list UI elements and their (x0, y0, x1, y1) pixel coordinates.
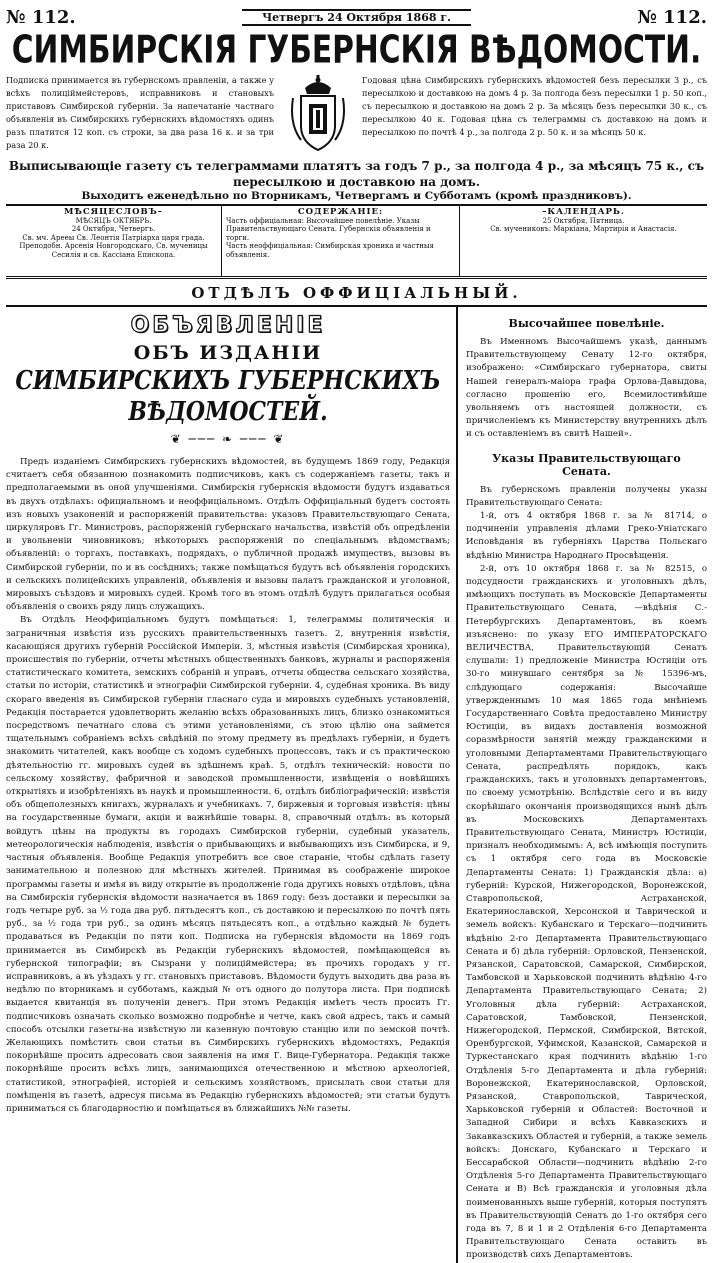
announcement-heading (6, 313, 450, 428)
announcement-paragraph-2: Въ Отдѣлъ Неоффиціальномъ будутъ помѣщаться: 1, телеграммы политическія и заграничныя извѣстія изъ русскихъ правительственныхъ газетъ. 2, внутреннія извѣстія, касающіяся другихъ губерній Россійской Имперіи. 3, мѣстныя извѣстія (Симбирская хроника), происшествія по губерніи, отчеты мѣстныхъ общественныхъ банковъ, журналы и распоряженія статистическаго комитета, земскихъ собраній и управъ, отчеты общества сельскаго хозяйства, статьи по исторіи, статистикѣ и этнографіи Симбирской губерніи. 4, судебная хроника. Въ виду скораго введенія въ Симбирской губерніи гласнаго суда и мировыхъ судебныхъ установленій, Редакція постарается удовлетворить желанію всѣхъ образованныхъ лицъ, близко ознакомиться посредствомъ печатнаго слова съ этими установленіями, съ этою цѣлію она займется тщательнымъ собраніемъ всѣхъ свѣдѣній по этому предмету въ предѣлахъ губерніи, и будетъ знакомить читателей, какъ вообще съ ходомъ судебныхъ процессовъ, такъ и съ практическою дѣятельностію гг. мировыхъ судей въ здѣшнемъ краѣ. 5, отдѣлъ техническій: новости по сельскому хозяйству, фабричной и заводской промышленности, извѣщенія о новѣйшихъ открытіяхъ и изобрѣтеніяхъ въ наукѣ и промышленности. 6, отдѣлъ библіографическій: извѣстія объ общеполезныхъ книгахъ, журналахъ и учебникахъ. 7, биржевыя и торговыя извѣстія: цѣны на государственные бумаги, акціи и важнѣйшіе товары. 8, справочный отдѣлъ: въ который войдутъ цѣны на продукты въ городахъ Симбирской губерніи, судебный указатель, метеорологическія наблюденія, извѣстія о прибывающихъ и выбывающихъ изъ Симбирска, и 9, частныя объявленія. Вообще Редакція употребитъ все свое стараніе, чтобы сдѣлать газету занимательною и полезною для мѣстныхъ жителей. Принимая въ соображеніе широкое программы газеты и имѣя въ виду открытіе въ продолженіе года другихъ новыхъ отдѣловъ, цѣна на Симбирскія губернскія вѣдомости назначается въ 1869 году: безъ доставки и пересылки за годъ четыре руб. за ½ года два руб. пятьдесятъ коп., съ доставкою и пересылкою по почтѣ пять руб., за ½ года три руб., за одинъ мѣсяцъ пятьдесятъ коп., а отдѣльно каждый № будетъ продаваться въ Редакціи по пяти коп. Подписка на губернскія вѣдомости на 1869 годъ принимается въ Симбирскѣ въ Редакціи губернскихъ вѣдомостей, помѣщающейся въ губернской типографіи; въ Сызрани у полиціймейстера; въ прочихъ городахъ у гг. исправниковъ, а въ уѣздахъ у гг. становыхъ приставовъ. Вѣдомости будутъ выходить два раза въ недѣлю по вторникамъ и субботамъ, каждый № отъ одного до полутора листа. При подпискѣ выдается квитанція въ полученіи денегъ. При этомъ Редакція имѣетъ честь просить Гг. подписчиковъ означать сколько возможно подробнѣе и четче, какъ свой адресъ, такъ и самый способъ отсылки газеты-на извѣстную ли казенную почтовую станцію или по земской почтѣ. Желающихъ помѣстить свои статьи въ Симбирскихъ губернскихъ вѣдомостяхъ, Редакція покорнѣйше просить адресовать свои заявленія на имя Г. Вице-Губернатора. Редакція также покорнѣйше просить всѣхъ лицъ, занимающихся отечественною и мѣстною археологіей, статистикой, этнографіей, исторіей и сельскимъ хозяйствомъ, присылать свои статьи для помѣщенія въ газетѣ, адресуя письма въ Редакцію губернскихъ вѣдомостей; эти статьи будутъ приниматься съ благодарностію и помѣщаться въ ближайшихъ №№ газеты. (6, 615, 450, 1114)
calendar-box-2 (460, 206, 707, 276)
announcement-paragraph-1: Предъ изданіемъ Симбирскихъ губернскихъ вѣдомостей, въ будущемъ 1869 году, Редакція считаетъ себя обязанною познакомить подписчиковъ, какъ съ содержаніемъ газеты, такъ и предполагаемыми въ оной улучшеніями. Симбирскія губернскія вѣдомости будутъ издаваться въ двухъ отдѣлахъ: официальномъ и неоффиціальномъ. Отдѣлъ Оффиціальный будетъ состоять изъ новыхъ узаконеній и распоряженій правительства: указовъ Правительствующаго Сената, циркуляровъ Гг. Министровъ, распоряженій губернскаго начальства, извѣстій объ опредѣленіи и увольненіи чиновниковъ; нѣкоторыхъ распоряженій по спеціальнымъ вѣдомствамъ; объявленій: о торгахъ, поставкахъ, подрядахъ, о публичной продажѣ имуществъ, вызовы въ Симбирской губерніи, по и въ сосѣднихъ; также помѣщаться будутъ всѣ объявленія городскихъ и сельскихъ полицейскихъ управленій, объявленія и вызовы палатъ гражданской и уголовной, мировыхъ съѣздовъ и мировыхъ судей. Кромѣ того въ этомъ отдѣлѣ будутъ прилагаться особыя объявленія о своихъ ряду лицъ служащихъ. (6, 457, 450, 613)
coat-of-arms-icon (280, 74, 356, 154)
senate-decrees-heading: Указы Правительствующаго Сената. (492, 451, 681, 478)
right-column (458, 307, 707, 1263)
header-notices (6, 74, 707, 154)
section-title: ОТДѢЛЪ ОФФИЦІАЛЬНЫЙ. (191, 284, 522, 302)
left-column (6, 307, 458, 1263)
top-line (6, 6, 707, 28)
senate-intro: Въ губернскомъ правленіи получены указы Правительствующаго Сената: (466, 484, 707, 508)
contents-box (222, 206, 460, 276)
contents-official: Часть оффиціальная: Высочайшее повелѣніе. Указы Правительствующаго Сената. Губернскія объявленія и торги. (226, 216, 431, 242)
imperial-order-text: Въ Именномъ Высочайшемъ указѣ, даннымъ Правительствующему Сенату 12-го октября, изображено: «Симбирскаго губернатора, свиты Нашей генералъ-маіора графа Орлова-Давыдова, согласно прошенію его, Всемилостивѣйше увольняемъ отъ настоящей должности, съ причисленіемъ къ Министерству внутреннихъ дѣлъ и съ оставленіемъ въ свитѣ Нашей». (466, 337, 707, 440)
publication-days-line: Выходитъ еженедѣльно по Вторникамъ, Четвергамъ и Субботамъ (кромѣ праздниковъ). (6, 190, 707, 206)
contents-unofficial: Часть неоффиціальная: Симбирская хроника и частныя объявленія. (226, 242, 434, 259)
date-line: Четвергъ 24 Октября 1868 г. (242, 9, 471, 26)
subscription-notice: Подписка принимается въ губернскомъ правленіи, а также у всѣхъ полиціймейстеровъ, исправниковъ и становыхъ приставовъ Симбирской губерніи. За напечатаніе частнаго объявленія въ Симбирскихъ губернскихъ вѣдомостяхъ одинъ разъ платится 12 коп. съ строки, за два раза 16 к. и за три раза 20 к. (6, 75, 274, 150)
calendar-day: 24 Октября, Четвергъ. (71, 225, 156, 234)
imperial-order-heading: Высочайшее повелѣніе. (508, 317, 665, 330)
calendar-month: МѢСЯЦЪ ОКТЯБРЬ. (75, 216, 152, 225)
calendar2-saints: Св. мучениковъ: Маркіана, Мартирія и Анастасія. (490, 225, 677, 234)
price-notice: Годовая цѣна Симбирскихъ губернскихъ вѣдомостей безъ пересылки 3 р., съ пересылкою и доставкою на домъ 4 р. За полгода безъ пересылки 1 р. 50 коп., съ пересылкою и доставкою на домъ 2 р. За мѣсяцъ безъ пересылки 30 к., съ пересылкою 40 к. Годовая цѣна съ телеграммы съ доставкою на домъ и пересылкою по почтѣ 4 р., за полгода 2 р. 50 к. и за мѣсяцъ 50 к. (362, 75, 707, 137)
issue-number-right: № 112. (637, 6, 707, 28)
telegram-subscription-line: Выписывающіе газету съ телеграммами платятъ за годъ 7 р., за полгода 4 р., за мѣсяцъ 75 к., съ пересылкою и доставкою на домъ. (8, 159, 705, 189)
calendar2-title: –КАЛЕНДАРЬ. (542, 207, 625, 217)
senate-decree-2: 2-й, отъ 10 октября 1868 г. за № 82515, о подсудности гражданскихъ и уголовныхъ дѣлъ, имѣющихъ поступать въ Московскіе Департаменты Правительствующаго Сената, —вѣдѣнія С.-Петербургскихъ Департаментовъ, въ коемъ изъяснено: по указу ЕГО ИМПЕРАТОРСКАГО ВЕЛИЧЕСТВА, Правительствующій Сенатъ слушали: 1) предложеніе Министра Юстиціи отъ 30-го минувшаго сентября за № 15396-мъ, слѣдующаго содержанія: Высочайше утвержденнымъ 10 мая 1865 года мнѣніемъ Государственнаго Совѣта предоставлено Министру Юстиціи, въ видахъ доставленія возможной соразмѣрности занятій между гражданскими и уголовными Департаментами Правительствующаго Сената, распредѣлять порядокъ, какъ гражданскихъ, такъ и уголовныхъ департаментовъ, по своему усмотрѣнію. Вслѣдствіе сего и въ виду скорѣйшаго окончанія производящихся нынѣ дѣлъ въ Московскихъ Департаментахъ Правительствующаго Сената, Министръ Юстиціи, призналъ необходимымъ: А, всѣ имѣющія поступить съ 1 октября сего года въ Московскіе Департаменты Сената: 1) Гражданскія дѣла: а) губерній: Курской, Нижегородской, Воронежской, Ставропольской, Астраханской, Екатеринославской, Херсонской и Таврической и земель войскъ: Кубанскаго и Терскаго—подчинить вѣдѣнію 2-го Департамента Правительствующаго Сената и б) дѣла губерній: Орловской, Пензенской, Рязанской, Саратовской, Самарской, Симбирской, Тамбовской и Харьковской подчинить вѣдѣнію 4-го Департамента Правительствующаго Сената; 2) Уголовныя дѣла губерній: Астраханской, Саратовской, Тамбовской, Пензенской, Нижегородской, Пермской, Симбирской, Вятской, Оренбургской, Уфимской, Казанской, Самарской и Туркестанскаго края подчинить вѣдѣнію 1-го Отдѣленія 5-го Департамента и дѣла губерній: Воронежской, Екатеринославской, Орловской, Рязанской, Ставропольской, Таврической, Харьковской губерній и Областей: Восточной и Западной Сибири и всѣхъ Кавказскихъ и Закавказскихъ Областей и губерній, а также земель войскъ: Донскаго, Кубанскаго и Терскаго и Бессарабской Области—подчинить вѣдѣнію 2-го Отдѣленія 5-го Департамента Правительствующаго Сената и В) Всѣ гражданскія и уголовныя дѣла поименованныхъ выше губерній, которыя поступятъ въ Правительствующій Сенатъ до 1-го октября сего года въ 7, 8 и 1 и 2 Отдѣленія 6-го Департамента Правительствующаго Сената оставить въ производствѣ сихъ Департаментовъ. (466, 563, 707, 1261)
calendar-title: МѢСЯЦЕСЛОВЪ– (63, 207, 164, 217)
content-columns (6, 305, 707, 1263)
senate-decree-1: 1-й, отъ 4 октября 1868 г. за № 81714, о подчиненіи управленія дѣлами Греко-Уніатскаго Исповѣданія въ губерніяхъ Царства Польскаго вѣдѣнію Министра Народнаго Просвѣщенія. (466, 511, 707, 561)
ornament-divider: ❦ ─── ❧ ─── ❦ (170, 432, 286, 446)
calendar-box (6, 206, 222, 276)
announcement-title: ОБЪЯВЛЕНІЕ (130, 313, 326, 338)
calendar-saints: Св. мч. Арееы Св. Леонтія Патріарха царя града. Преподобн. Арсенія Новгородскаго, Св. мученицы Сесилія и св. Кассіана Епископа. (19, 233, 208, 259)
masthead-title: СИМБИРСКІЯ ГУБЕРНСКІЯ ВѢДОМОСТИ. (11, 27, 702, 72)
issue-number-left: № 112. (6, 6, 76, 28)
contents-title: СОДЕРЖАНІЕ: (297, 207, 384, 217)
announcement-subtitle: ОБЪ ИЗДАНІИ (133, 342, 323, 364)
info-bar (6, 206, 707, 279)
calendar2-day: 25 Октября, Пятница. (542, 216, 625, 225)
announcement-publication-name: СИМБИРСКИХЪ ГУБЕРНСКИХЪ ВѢДОМОСТЕЙ. (15, 364, 441, 428)
